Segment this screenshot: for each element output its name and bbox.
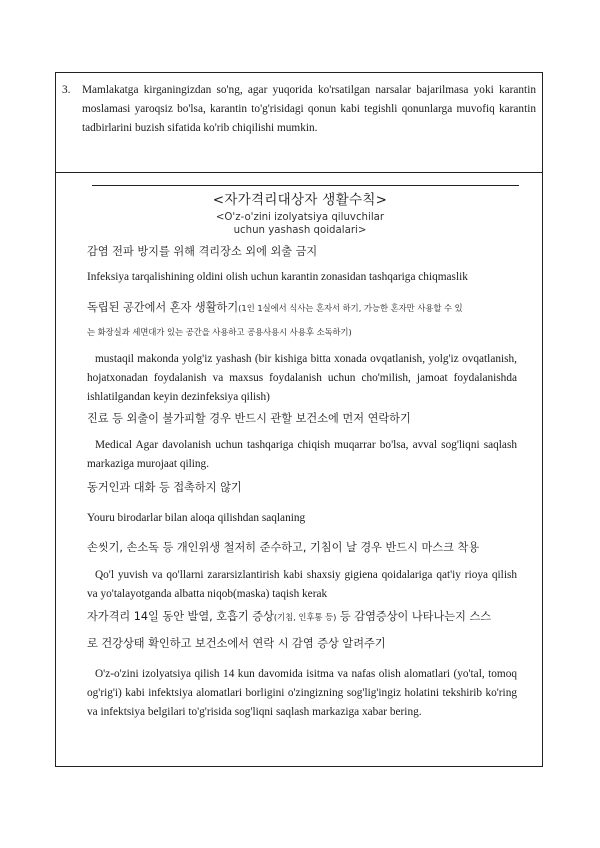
rule-6-korean-note: (기침, 인후통 등) [273,612,337,622]
rule-3-uzbek: Medical Agar davolanish uchun tashqariga chiqish muqarrar bo'lsa, avval sog'liqni saqlash markaziga murojaat qiling. [87,439,517,470]
item-number: 3. [62,84,71,96]
numbered-item-3 [62,81,536,138]
rule-2-korean [87,299,463,315]
rule-2-korean-cont [87,325,352,338]
rule-3-korean: 진료 등 외출이 불가피할 경우 반드시 관할 보건소에 먼저 연락하기 [87,412,411,425]
rule-5-uzbek: Qo'l yuvish va qo'llarni zararsizlantirish kabi shaxsiy gigiena qoidalariga qat'iy rioya qilish va yo'talayotganda albatta niqob(maska) taqish kerak [87,569,517,600]
rule-2-korean-note-1: (1인 1실에서 식사는 혼자서 하기, 가능한 혼자만 사용할 수 있 [238,303,463,313]
rule-6-korean-b: 등 감염증상이 나타나는지 스스 [336,610,492,623]
subtitle-line-1: <O'z-o'zini izolyatsiya qiluvchilar [215,212,385,223]
rules-subtitle [200,211,400,237]
rule-4-uzbek: Youru birodarlar bilan aloqa qilishdan saqlaning [87,512,306,524]
section-divider [55,172,543,173]
subtitle-line-2: uchun yashash qoidalari> [233,225,367,236]
rule-6-korean [87,608,491,624]
rule-5-korean: 손씻기, 손소독 등 개인위생 철저히 준수하고, 기침이 날 경우 반드시 마스크 착용 [87,541,480,554]
rule-6-korean-cont: 로 건강상태 확인하고 보건소에서 연락 시 감염 증상 알려주기 [87,637,386,650]
rule-1-uzbek: Infeksiya tarqalishining oldini olish uchun karantin zonasidan tashqariga chiqmaslik [87,271,468,283]
rules-title: <자가격리대상자 생활수칙> [212,192,388,208]
rule-4-korean: 동거인과 대화 등 접촉하지 않기 [87,481,242,494]
rule-6-uzbek: O'z-o'zini izolyatsiya qilish 14 kun davomida isitma va nafas olish alomatlari (yo'tal, tomoq og'rig'i) kabi infektsiya alomatlari borligini o'zingizning sog'lig'ingiz holatini tekshirib ko'ring va infektsiya belgilari to'g'risida sog'liqni saqlash markaziga xabar bering. [87,668,517,718]
item-text: Mamlakatga kirganingizdan so'ng, agar yuqorida ko'rsatilgan narsalar bajarilmasa yoki karantin moslamasi yaroqsiz bo'lsa, karantin to'g'risidagi qonun kabi tegishli qonunlarga muvofiq karantin tadbirlarini buzish sifatida ko'rib chiqilishi mumkin. [82,84,536,134]
rule-6-korean-a: 자가격리 14일 동안 발열, 호흡기 증상 [87,610,274,623]
rule-2-korean-main: 독립된 공간에서 혼자 생활하기 [87,301,239,314]
rule-2-korean-note-2: 는 화장실과 세면대가 있는 공간을 사용하고 공용사용시 사용후 소독하기) [87,327,352,337]
rule-2-uzbek: mustaqil makonda yolg'iz yashash (bir kishiga bitta xonada ovqatlanish, yolg'iz ovqatlanish, hojatxonadan foydalanish va maxsus foydalanish uchun cho'milish, jamoat foydalanishda ishlatilgandan keyin dezinfeksiya qilish) [87,353,517,403]
rules-header-rule [92,185,519,186]
rule-1-korean: 감염 전파 방지를 위해 격리장소 외에 외출 금지 [87,245,318,258]
